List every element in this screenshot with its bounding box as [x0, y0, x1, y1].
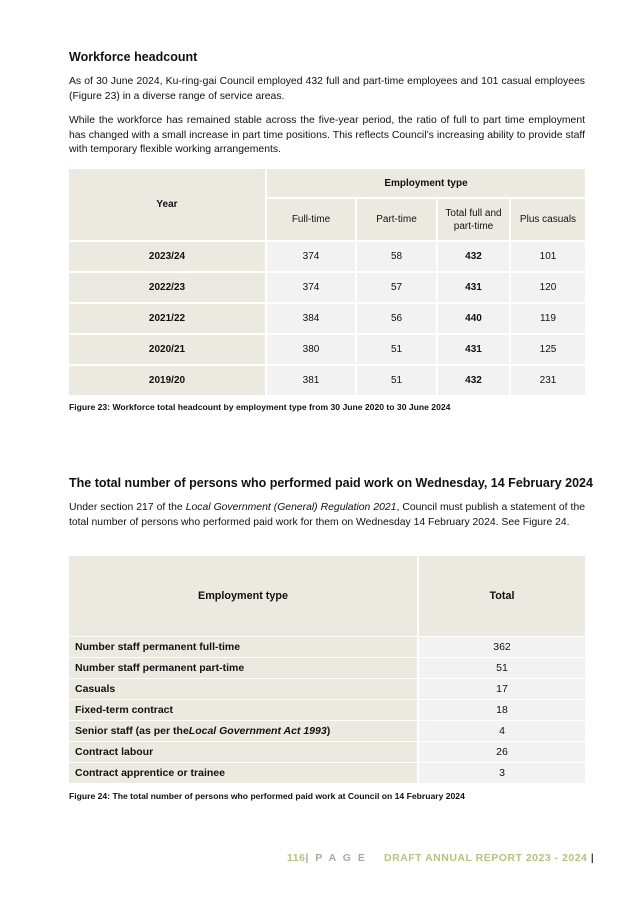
row-label	[69, 721, 417, 741]
cell-total: 431	[438, 335, 509, 364]
column-header-casuals: Plus casuals	[511, 199, 585, 240]
cell-casuals: 101	[511, 242, 585, 271]
cell-part-time: 58	[357, 242, 436, 271]
cell-full-time: 381	[267, 366, 355, 395]
cell-casuals: 120	[511, 273, 585, 302]
cell-casuals: 125	[511, 335, 585, 364]
page-word: | P A G E	[305, 852, 367, 864]
cell-total: 431	[438, 273, 509, 302]
footer-page-number	[287, 852, 367, 864]
employment-type-header: Employment type	[267, 169, 585, 197]
cell-total: 432	[438, 242, 509, 271]
column-header-total: Total full and part-time	[438, 199, 509, 240]
cell-full-time: 380	[267, 335, 355, 364]
column-header-part-time: Part-time	[357, 199, 436, 240]
page-number: 116	[287, 852, 306, 864]
row-label: Casuals	[69, 679, 417, 699]
row-label: Fixed-term contract	[69, 700, 417, 720]
cell-full-time: 374	[267, 242, 355, 271]
label-after: )	[326, 725, 331, 737]
cell-full-time: 374	[267, 273, 355, 302]
row-label: Number staff permanent part-time	[69, 658, 417, 678]
cell-total: 440	[438, 304, 509, 333]
cell-part-time: 51	[357, 366, 436, 395]
column-header-full-time: Full-time	[267, 199, 355, 240]
footer-report-title	[384, 852, 594, 864]
cell-casuals: 231	[511, 366, 585, 395]
cell-part-time: 51	[357, 335, 436, 364]
employment-type-header: Employment type	[69, 556, 417, 636]
figure-23-caption: Figure 23: Workforce total headcount by employment type from 30 June 2020 to 30 June 2024	[69, 402, 451, 412]
row-label: Contract apprentice or trainee	[69, 763, 417, 783]
section-heading-paid-work: The total number of persons who performed paid work on Wednesday, 14 February 2024	[69, 476, 593, 490]
report-title: DRAFT ANNUAL REPORT 2023 - 2024	[384, 852, 588, 864]
row-year: 2021/22	[69, 304, 265, 333]
row-value: 4	[419, 721, 585, 741]
row-value: 18	[419, 700, 585, 720]
total-header: Total	[419, 556, 585, 636]
cell-part-time: 56	[357, 304, 436, 333]
cell-full-time: 384	[267, 304, 355, 333]
footer-separator: |	[590, 852, 595, 864]
row-label: Number staff permanent full-time	[69, 637, 417, 657]
paragraph-regulation	[69, 501, 585, 530]
row-value: 17	[419, 679, 585, 699]
row-value: 51	[419, 658, 585, 678]
row-year: 2019/20	[69, 366, 265, 395]
regulation-text-before: Under section 217 of the	[69, 502, 186, 513]
row-year: 2022/23	[69, 273, 265, 302]
paragraph-workforce-stability: While the workforce has remained stable across the five-year period, the ratio of full to part time employment has changed with a small increase in part time positions. This reflects Council’s increasing ability to provide staff with temporary flexible working arrangements.	[69, 115, 585, 155]
row-year: 2020/21	[69, 335, 265, 364]
regulation-name: Local Government (General) Regulation 2021	[185, 502, 397, 513]
row-value: 3	[419, 763, 585, 783]
row-label: Contract labour	[69, 742, 417, 762]
row-value: 26	[419, 742, 585, 762]
year-header: Year	[69, 169, 265, 240]
cell-total: 432	[438, 366, 509, 395]
cell-part-time: 57	[357, 273, 436, 302]
section-heading-workforce: Workforce headcount	[69, 50, 198, 64]
figure-24-caption: Figure 24: The total number of persons who performed paid work at Council on 14 February 2024	[69, 791, 465, 801]
regulation-text-after: , Council must publish a statement of the total number of persons who performed paid work for them on Wednesday 14 February 2024. See Figure 24.	[69, 502, 586, 528]
label-before: Senior staff (as per the	[75, 725, 189, 737]
row-value: 362	[419, 637, 585, 657]
paragraph-headcount: As of 30 June 2024, Ku-ring-gai Council employed 432 full and part-time employees and 101 casual employees (Figure 23) in a diverse range of service areas.	[69, 76, 585, 102]
act-name: Local Government Act 1993	[188, 725, 327, 737]
row-year: 2023/24	[69, 242, 265, 271]
cell-casuals: 119	[511, 304, 585, 333]
